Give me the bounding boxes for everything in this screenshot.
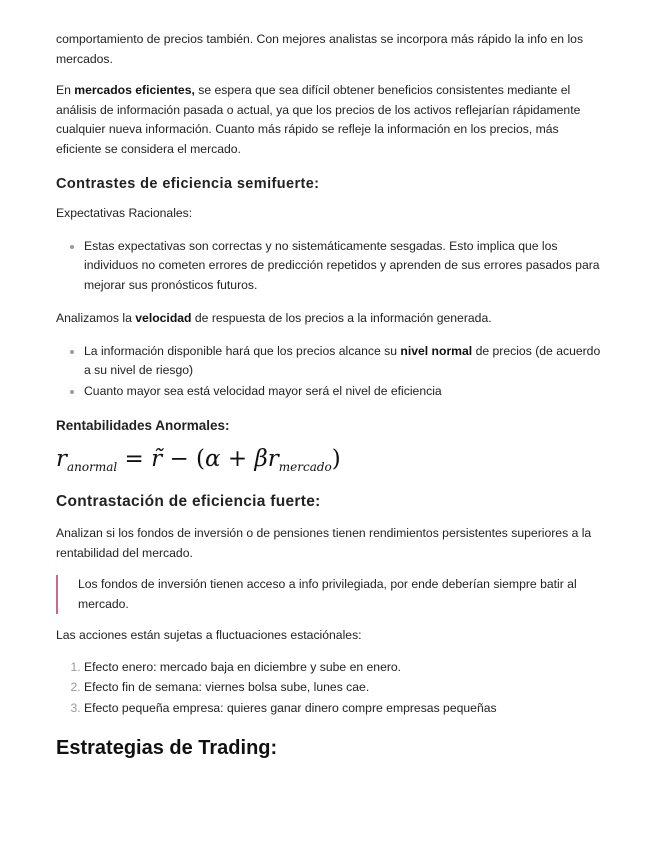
text-run: de precios (de acuerdo a su nivel de riesgo) [84, 343, 601, 377]
text-run: En [56, 83, 75, 97]
formula-rtilde: r̃ [151, 446, 163, 472]
formula-equals: = [124, 446, 144, 472]
paragraph-mercados-intro: comportamiento de precios también. Con mejores analistas se incorpora más rápido la info en los mercados. [56, 32, 584, 66]
list-velocidad [56, 342, 602, 402]
bold-term: mercados eficientes, [74, 83, 195, 97]
paragraph-expectativas: Expectativas Racionales: [56, 206, 193, 220]
text-run: La información disponible hará que los precios alcance su [84, 343, 401, 358]
formula-minus: − ( [169, 446, 205, 472]
heading-trading: Estrategias de Trading: [56, 737, 278, 759]
formula-r-mercado: r [267, 446, 279, 472]
document-content [56, 30, 602, 761]
list-item: 2. Efecto fin de semana: viernes bolsa sube, lunes cae. [84, 678, 602, 698]
paragraph-velocidad [56, 309, 602, 329]
formula-close: ) [331, 446, 341, 472]
formula-alpha: α [205, 446, 221, 472]
heading-rentabilidades: Rentabilidades Anormales: [56, 418, 230, 433]
heading-fuerte: Contrastación de eficiencia fuerte: [56, 493, 321, 510]
blockquote [56, 575, 602, 614]
formula-sub-anormal: anormal [67, 460, 118, 474]
list-expectativas [56, 237, 602, 296]
paragraph-mercados-eficientes [56, 81, 602, 159]
list-item: 3. Efecto pequeña empresa: quieres ganar dinero compre empresas pequeñas [84, 699, 602, 719]
bold-term: velocidad [135, 311, 192, 325]
list-efectos [56, 658, 602, 719]
list-item: • Cuanto mayor sea está velocidad mayor será el nivel de eficiencia [84, 382, 602, 402]
formula-beta: β [254, 446, 268, 472]
bold-term: nivel normal [400, 343, 473, 358]
blockquote-text: Los fondos de inversión tienen acceso a info privilegiada, por ende deberían siempre batir al mercado. [78, 577, 577, 611]
list-item: 1. Efecto enero: mercado baja en diciembre y sube en enero. [84, 658, 602, 678]
paragraph-fondos: Analizan si los fondos de inversión o de pensiones tienen rendimientos persistentes superiores a la rentabilidad del mercado. [56, 526, 592, 560]
text-run: Analizamos la [56, 311, 136, 325]
heading-semifuerte: Contrastes de eficiencia semifuerte: [56, 176, 320, 192]
formula-sub-mercado: mercado [278, 460, 332, 474]
list-item: • Estas expectativas son correctas y no sistemáticamente sesgadas. Esto implica que los individuos no cometen errores de predicción repetidos y aprenden de sus errores pasados para mejorar sus pronósticos futuros. [84, 237, 602, 296]
formula-r: r [56, 446, 67, 472]
paragraph-acciones: Las acciones están sujetas a fluctuaciones estaciónales: [56, 628, 362, 642]
text-run: se espera que sea difícil obtener beneficios consistentes mediante el análisis de información pasada o actual, ya que los precios de los activos reflejarían rápidamente cualquier nueva información. Cuanto más rápido se refleje la información en los precios, más eficiente se considera el mercado. [56, 83, 581, 156]
text-run: de respuesta de los precios a la información generada. [191, 311, 492, 325]
list-item [84, 342, 602, 381]
formula-rentabilidad-anormal [56, 444, 602, 478]
formula-plus: + [227, 446, 248, 472]
